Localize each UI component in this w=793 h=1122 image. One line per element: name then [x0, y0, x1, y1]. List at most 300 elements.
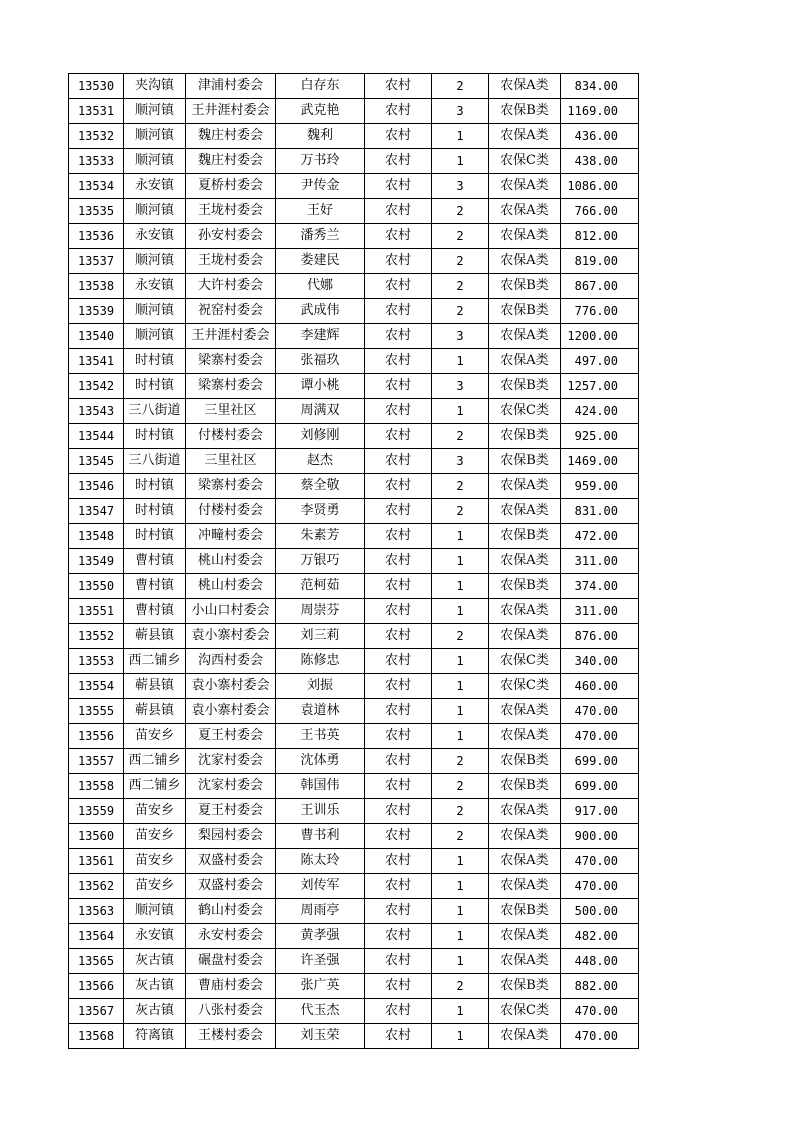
cell-name: 代娜	[276, 274, 365, 299]
cell-town: 蕲县镇	[124, 624, 186, 649]
cell-id: 13534	[69, 174, 124, 199]
cell-count: 3	[432, 324, 489, 349]
cell-village: 三里社区	[186, 399, 276, 424]
cell-amount: 776.00	[561, 299, 639, 324]
cell-category: 农保A类	[489, 699, 561, 724]
cell-type: 农村	[365, 599, 432, 624]
cell-town: 顺河镇	[124, 899, 186, 924]
cell-count: 3	[432, 99, 489, 124]
cell-amount: 340.00	[561, 649, 639, 674]
cell-amount: 470.00	[561, 849, 639, 874]
cell-type: 农村	[365, 674, 432, 699]
cell-amount: 867.00	[561, 274, 639, 299]
cell-id: 13533	[69, 149, 124, 174]
cell-name: 万银巧	[276, 549, 365, 574]
table-row	[69, 249, 639, 274]
cell-name: 谭小桃	[276, 374, 365, 399]
cell-type: 农村	[365, 224, 432, 249]
cell-name: 刘修刚	[276, 424, 365, 449]
cell-category: 农保B类	[489, 974, 561, 999]
cell-town: 曹村镇	[124, 599, 186, 624]
cell-id: 13549	[69, 549, 124, 574]
cell-category: 农保A类	[489, 324, 561, 349]
table-row	[69, 999, 639, 1024]
cell-name: 潘秀兰	[276, 224, 365, 249]
cell-count: 1	[432, 724, 489, 749]
cell-village: 八张村委会	[186, 999, 276, 1024]
cell-type: 农村	[365, 974, 432, 999]
cell-town: 苗安乡	[124, 799, 186, 824]
table-row	[69, 449, 639, 474]
cell-name: 王好	[276, 199, 365, 224]
cell-id: 13556	[69, 724, 124, 749]
cell-count: 2	[432, 799, 489, 824]
table-row	[69, 224, 639, 249]
cell-id: 13552	[69, 624, 124, 649]
cell-category: 农保A类	[489, 849, 561, 874]
cell-name: 刘三莉	[276, 624, 365, 649]
cell-id: 13553	[69, 649, 124, 674]
cell-village: 王井涯村委会	[186, 99, 276, 124]
cell-category: 农保A类	[489, 174, 561, 199]
cell-count: 3	[432, 374, 489, 399]
cell-id: 13565	[69, 949, 124, 974]
cell-name: 李建辉	[276, 324, 365, 349]
cell-id: 13535	[69, 199, 124, 224]
cell-category: 农保C类	[489, 999, 561, 1024]
cell-name: 王书英	[276, 724, 365, 749]
cell-village: 沈家村委会	[186, 774, 276, 799]
cell-count: 1	[432, 549, 489, 574]
cell-town: 蕲县镇	[124, 699, 186, 724]
cell-village: 桃山村委会	[186, 574, 276, 599]
cell-village: 袁小寨村委会	[186, 699, 276, 724]
cell-category: 农保B类	[489, 99, 561, 124]
cell-id: 13536	[69, 224, 124, 249]
cell-name: 魏利	[276, 124, 365, 149]
cell-count: 2	[432, 774, 489, 799]
cell-name: 刘玉荣	[276, 1024, 365, 1049]
cell-id: 13544	[69, 424, 124, 449]
cell-id: 13531	[69, 99, 124, 124]
table-row	[69, 599, 639, 624]
cell-category: 农保A类	[489, 724, 561, 749]
cell-amount: 959.00	[561, 474, 639, 499]
cell-town: 灰古镇	[124, 974, 186, 999]
cell-category: 农保B类	[489, 524, 561, 549]
cell-town: 苗安乡	[124, 849, 186, 874]
cell-name: 武成伟	[276, 299, 365, 324]
cell-category: 农保C类	[489, 399, 561, 424]
cell-type: 农村	[365, 349, 432, 374]
cell-count: 1	[432, 124, 489, 149]
cell-count: 2	[432, 974, 489, 999]
cell-type: 农村	[365, 874, 432, 899]
cell-amount: 470.00	[561, 1024, 639, 1049]
table-row	[69, 424, 639, 449]
cell-town: 时村镇	[124, 499, 186, 524]
cell-amount: 311.00	[561, 549, 639, 574]
cell-amount: 831.00	[561, 499, 639, 524]
cell-count: 2	[432, 424, 489, 449]
table-row	[69, 749, 639, 774]
cell-category: 农保A类	[489, 924, 561, 949]
cell-amount: 1086.00	[561, 174, 639, 199]
cell-name: 万书玲	[276, 149, 365, 174]
cell-id: 13557	[69, 749, 124, 774]
cell-name: 娄建民	[276, 249, 365, 274]
cell-village: 袁小寨村委会	[186, 624, 276, 649]
cell-type: 农村	[365, 999, 432, 1024]
table-row	[69, 99, 639, 124]
cell-category: 农保A类	[489, 249, 561, 274]
table-row	[69, 74, 639, 99]
cell-count: 1	[432, 524, 489, 549]
cell-type: 农村	[365, 199, 432, 224]
cell-type: 农村	[365, 899, 432, 924]
cell-town: 顺河镇	[124, 249, 186, 274]
cell-type: 农村	[365, 824, 432, 849]
cell-amount: 470.00	[561, 699, 639, 724]
cell-name: 周崇芬	[276, 599, 365, 624]
cell-type: 农村	[365, 449, 432, 474]
cell-amount: 1169.00	[561, 99, 639, 124]
cell-count: 1	[432, 849, 489, 874]
cell-amount: 374.00	[561, 574, 639, 599]
cell-amount: 876.00	[561, 624, 639, 649]
table-row	[69, 799, 639, 824]
table-body	[69, 74, 639, 1049]
cell-type: 农村	[365, 724, 432, 749]
table-row	[69, 624, 639, 649]
table-row	[69, 549, 639, 574]
cell-category: 农保A类	[489, 549, 561, 574]
cell-count: 3	[432, 449, 489, 474]
cell-amount: 1469.00	[561, 449, 639, 474]
cell-town: 蕲县镇	[124, 674, 186, 699]
cell-town: 曹村镇	[124, 549, 186, 574]
cell-village: 永安村委会	[186, 924, 276, 949]
cell-id: 13539	[69, 299, 124, 324]
cell-category: 农保B类	[489, 574, 561, 599]
cell-category: 农保A类	[489, 124, 561, 149]
cell-count: 2	[432, 624, 489, 649]
cell-id: 13559	[69, 799, 124, 824]
cell-village: 付楼村委会	[186, 424, 276, 449]
cell-type: 农村	[365, 799, 432, 824]
cell-town: 顺河镇	[124, 324, 186, 349]
cell-name: 尹传金	[276, 174, 365, 199]
cell-village: 付楼村委会	[186, 499, 276, 524]
cell-town: 顺河镇	[124, 149, 186, 174]
cell-type: 农村	[365, 99, 432, 124]
cell-type: 农村	[365, 399, 432, 424]
cell-category: 农保B类	[489, 274, 561, 299]
cell-type: 农村	[365, 124, 432, 149]
cell-town: 灰古镇	[124, 999, 186, 1024]
cell-type: 农村	[365, 849, 432, 874]
cell-type: 农村	[365, 649, 432, 674]
cell-id: 13558	[69, 774, 124, 799]
cell-amount: 460.00	[561, 674, 639, 699]
cell-amount: 812.00	[561, 224, 639, 249]
cell-id: 13563	[69, 899, 124, 924]
cell-amount: 436.00	[561, 124, 639, 149]
cell-category: 农保C类	[489, 649, 561, 674]
cell-type: 农村	[365, 924, 432, 949]
cell-name: 沈体勇	[276, 749, 365, 774]
cell-type: 农村	[365, 324, 432, 349]
cell-amount: 1257.00	[561, 374, 639, 399]
cell-count: 2	[432, 499, 489, 524]
cell-count: 2	[432, 474, 489, 499]
cell-name: 刘传军	[276, 874, 365, 899]
cell-amount: 472.00	[561, 524, 639, 549]
cell-category: 农保B类	[489, 899, 561, 924]
cell-amount: 925.00	[561, 424, 639, 449]
cell-count: 2	[432, 199, 489, 224]
cell-name: 张广英	[276, 974, 365, 999]
table-row	[69, 274, 639, 299]
cell-amount: 470.00	[561, 999, 639, 1024]
cell-count: 1	[432, 924, 489, 949]
cell-village: 小山口村委会	[186, 599, 276, 624]
table-row	[69, 299, 639, 324]
cell-town: 西二铺乡	[124, 774, 186, 799]
cell-town: 苗安乡	[124, 874, 186, 899]
cell-village: 津浦村委会	[186, 74, 276, 99]
cell-village: 曹庙村委会	[186, 974, 276, 999]
cell-type: 农村	[365, 474, 432, 499]
cell-amount: 311.00	[561, 599, 639, 624]
cell-name: 白存东	[276, 74, 365, 99]
cell-count: 3	[432, 174, 489, 199]
cell-amount: 819.00	[561, 249, 639, 274]
cell-name: 刘振	[276, 674, 365, 699]
table-row	[69, 174, 639, 199]
cell-count: 1	[432, 149, 489, 174]
cell-type: 农村	[365, 574, 432, 599]
cell-village: 袁小寨村委会	[186, 674, 276, 699]
cell-village: 桃山村委会	[186, 549, 276, 574]
cell-type: 农村	[365, 699, 432, 724]
cell-name: 陈太玲	[276, 849, 365, 874]
cell-village: 梁寨村委会	[186, 374, 276, 399]
cell-count: 1	[432, 999, 489, 1024]
cell-amount: 470.00	[561, 724, 639, 749]
cell-name: 袁道林	[276, 699, 365, 724]
cell-town: 曹村镇	[124, 574, 186, 599]
cell-village: 梁寨村委会	[186, 474, 276, 499]
cell-village: 沟西村委会	[186, 649, 276, 674]
cell-amount: 699.00	[561, 749, 639, 774]
cell-category: 农保A类	[489, 874, 561, 899]
cell-category: 农保B类	[489, 374, 561, 399]
cell-type: 农村	[365, 549, 432, 574]
table-row	[69, 149, 639, 174]
cell-category: 农保B类	[489, 424, 561, 449]
cell-category: 农保A类	[489, 949, 561, 974]
cell-amount: 497.00	[561, 349, 639, 374]
cell-town: 永安镇	[124, 224, 186, 249]
cell-name: 韩国伟	[276, 774, 365, 799]
cell-town: 时村镇	[124, 424, 186, 449]
cell-count: 1	[432, 949, 489, 974]
cell-name: 许圣强	[276, 949, 365, 974]
table-row	[69, 874, 639, 899]
cell-town: 夹沟镇	[124, 74, 186, 99]
data-table	[68, 73, 639, 1049]
cell-count: 1	[432, 699, 489, 724]
cell-id: 13543	[69, 399, 124, 424]
cell-town: 永安镇	[124, 274, 186, 299]
cell-village: 祝窑村委会	[186, 299, 276, 324]
table-row	[69, 574, 639, 599]
cell-category: 农保C类	[489, 674, 561, 699]
cell-village: 王井涯村委会	[186, 324, 276, 349]
cell-town: 顺河镇	[124, 299, 186, 324]
cell-id: 13538	[69, 274, 124, 299]
cell-id: 13545	[69, 449, 124, 474]
cell-village: 魏庄村委会	[186, 149, 276, 174]
cell-id: 13550	[69, 574, 124, 599]
cell-id: 13548	[69, 524, 124, 549]
cell-village: 沈家村委会	[186, 749, 276, 774]
cell-amount: 500.00	[561, 899, 639, 924]
cell-count: 1	[432, 599, 489, 624]
cell-town: 顺河镇	[124, 199, 186, 224]
cell-amount: 1200.00	[561, 324, 639, 349]
cell-village: 魏庄村委会	[186, 124, 276, 149]
cell-town: 三八街道	[124, 449, 186, 474]
cell-amount: 482.00	[561, 924, 639, 949]
cell-village: 王垅村委会	[186, 199, 276, 224]
cell-category: 农保C类	[489, 149, 561, 174]
cell-count: 1	[432, 649, 489, 674]
cell-amount: 766.00	[561, 199, 639, 224]
cell-id: 13540	[69, 324, 124, 349]
table-row	[69, 674, 639, 699]
cell-amount: 470.00	[561, 874, 639, 899]
cell-category: 农保B类	[489, 749, 561, 774]
cell-type: 农村	[365, 499, 432, 524]
cell-count: 2	[432, 274, 489, 299]
cell-category: 农保A类	[489, 1024, 561, 1049]
cell-category: 农保A类	[489, 349, 561, 374]
cell-name: 范柯茹	[276, 574, 365, 599]
cell-amount: 448.00	[561, 949, 639, 974]
cell-type: 农村	[365, 749, 432, 774]
cell-type: 农村	[365, 299, 432, 324]
table-row	[69, 949, 639, 974]
cell-category: 农保A类	[489, 74, 561, 99]
cell-category: 农保A类	[489, 824, 561, 849]
table-row	[69, 499, 639, 524]
cell-id: 13566	[69, 974, 124, 999]
cell-category: 农保A类	[489, 199, 561, 224]
table-row	[69, 199, 639, 224]
table-row	[69, 974, 639, 999]
cell-name: 张福玖	[276, 349, 365, 374]
table-row	[69, 724, 639, 749]
cell-count: 1	[432, 399, 489, 424]
cell-village: 双盛村委会	[186, 874, 276, 899]
cell-type: 农村	[365, 524, 432, 549]
cell-village: 夏桥村委会	[186, 174, 276, 199]
table-row	[69, 824, 639, 849]
cell-count: 1	[432, 899, 489, 924]
cell-category: 农保A类	[489, 599, 561, 624]
cell-amount: 882.00	[561, 974, 639, 999]
cell-name: 王训乐	[276, 799, 365, 824]
cell-town: 苗安乡	[124, 824, 186, 849]
cell-count: 1	[432, 349, 489, 374]
cell-amount: 900.00	[561, 824, 639, 849]
cell-id: 13555	[69, 699, 124, 724]
cell-amount: 834.00	[561, 74, 639, 99]
table-row	[69, 399, 639, 424]
cell-id: 13568	[69, 1024, 124, 1049]
cell-town: 符离镇	[124, 1024, 186, 1049]
cell-town: 苗安乡	[124, 724, 186, 749]
cell-name: 朱素芳	[276, 524, 365, 549]
cell-name: 黄孝强	[276, 924, 365, 949]
cell-id: 13560	[69, 824, 124, 849]
cell-category: 农保A类	[489, 474, 561, 499]
cell-type: 农村	[365, 74, 432, 99]
cell-village: 王垅村委会	[186, 249, 276, 274]
table-row	[69, 124, 639, 149]
cell-type: 农村	[365, 774, 432, 799]
cell-type: 农村	[365, 174, 432, 199]
cell-village: 双盛村委会	[186, 849, 276, 874]
cell-id: 13562	[69, 874, 124, 899]
table-row	[69, 649, 639, 674]
cell-count: 1	[432, 674, 489, 699]
table-row	[69, 524, 639, 549]
cell-count: 1	[432, 574, 489, 599]
cell-town: 时村镇	[124, 374, 186, 399]
cell-town: 永安镇	[124, 924, 186, 949]
cell-category: 农保B类	[489, 299, 561, 324]
cell-town: 西二铺乡	[124, 749, 186, 774]
cell-id: 13537	[69, 249, 124, 274]
cell-name: 周满双	[276, 399, 365, 424]
cell-id: 13567	[69, 999, 124, 1024]
table-row	[69, 924, 639, 949]
cell-count: 2	[432, 249, 489, 274]
table-row	[69, 474, 639, 499]
cell-village: 冲疃村委会	[186, 524, 276, 549]
cell-id: 13561	[69, 849, 124, 874]
cell-village: 梨园村委会	[186, 824, 276, 849]
cell-village: 孙安村委会	[186, 224, 276, 249]
cell-type: 农村	[365, 624, 432, 649]
cell-town: 时村镇	[124, 474, 186, 499]
cell-amount: 424.00	[561, 399, 639, 424]
cell-id: 13541	[69, 349, 124, 374]
cell-type: 农村	[365, 374, 432, 399]
cell-id: 13542	[69, 374, 124, 399]
cell-category: 农保A类	[489, 799, 561, 824]
cell-village: 夏王村委会	[186, 799, 276, 824]
cell-name: 周雨亭	[276, 899, 365, 924]
cell-type: 农村	[365, 149, 432, 174]
cell-count: 2	[432, 74, 489, 99]
cell-type: 农村	[365, 249, 432, 274]
cell-village: 王楼村委会	[186, 1024, 276, 1049]
cell-town: 顺河镇	[124, 99, 186, 124]
